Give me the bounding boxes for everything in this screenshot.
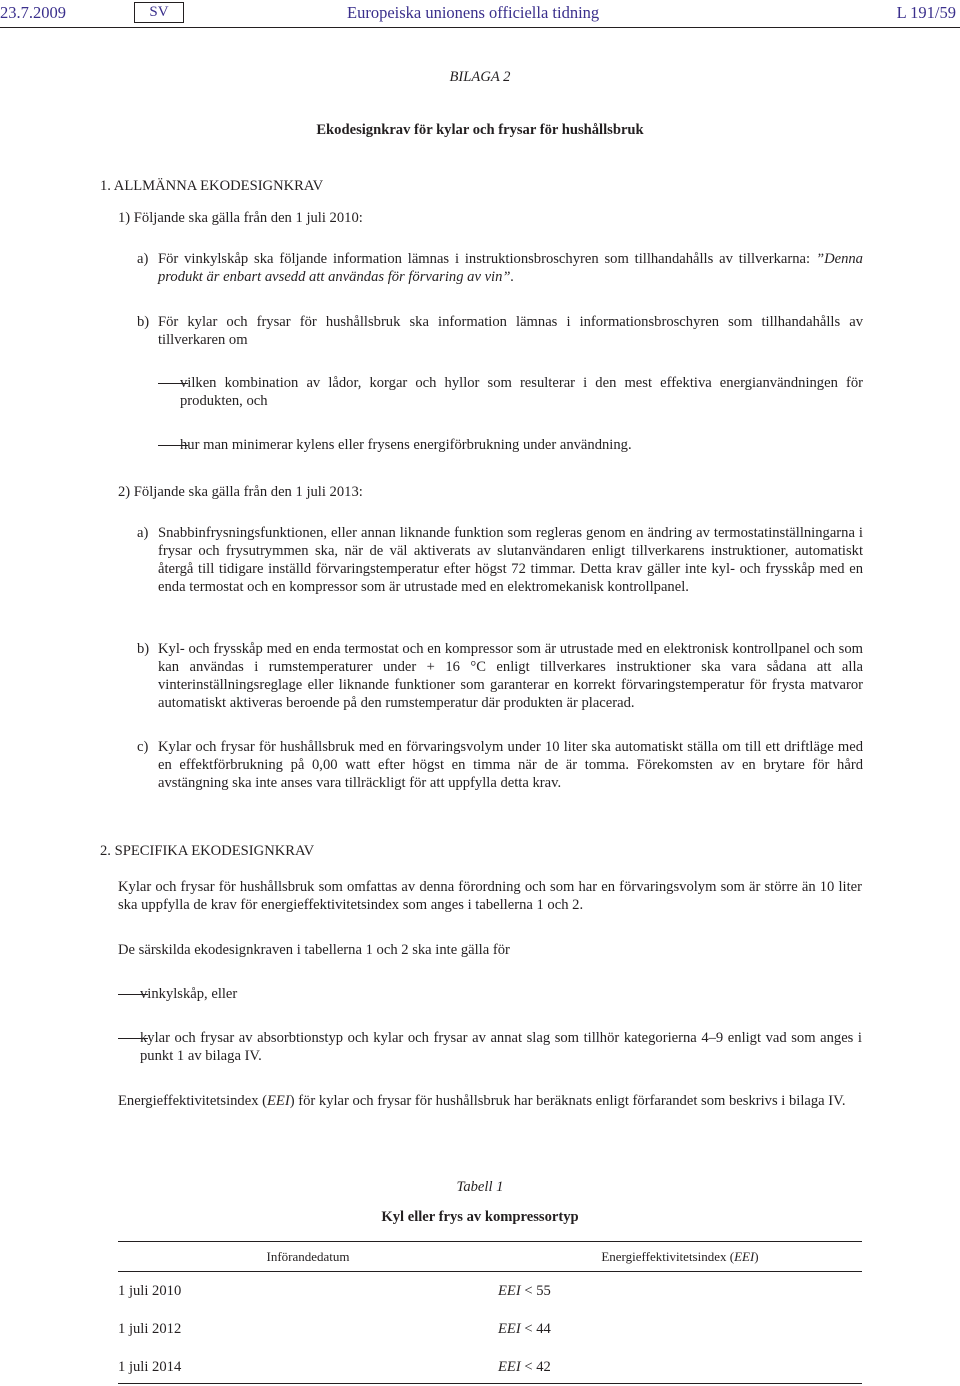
- table-row: [118, 1348, 862, 1386]
- section-2-para-3: [118, 1092, 862, 1110]
- point-1a-text: [158, 250, 863, 286]
- table-cell-date: 1 juli 2014: [118, 1359, 182, 1375]
- eei-value: < 44: [520, 1321, 551, 1337]
- table-1: [118, 1241, 862, 1386]
- page-number: L 191/59: [896, 3, 956, 22]
- journal-title: Europeiska unionens officiella tidning: [347, 3, 600, 22]
- section-1-heading: 1. ALLMÄNNA EKODESIGNKRAV: [100, 178, 324, 194]
- table-1-title: Kyl eller frys av kompressortyp: [381, 1209, 579, 1225]
- section-2-dash-1: vinkylskåp, eller: [140, 986, 238, 1002]
- para-3-start: Energieffektivitetsindex (: [118, 1093, 268, 1109]
- column-header-eei-prefix: Energieffektivitetsindex (: [601, 1248, 735, 1264]
- table-bottom-rule: [118, 1383, 862, 1384]
- table-1-caption: Tabell 1: [456, 1179, 504, 1195]
- table-cell-eei: [498, 1310, 862, 1348]
- point-1a-quote: ”Denna produkt är enbart avsedd att användas för förvaring av vin”.: [158, 251, 863, 285]
- annex-label: BILAGA 2: [449, 69, 511, 85]
- section-2-para-2: De särskilda ekodesignkraven i tabellerna 1 och 2 ska inte gälla för: [118, 942, 510, 958]
- point-1a-marker: a): [137, 251, 149, 267]
- page-header: [0, 2, 960, 26]
- eei-abbr: EEI: [498, 1283, 521, 1299]
- table-header-row: [118, 1242, 862, 1272]
- language-badge: SV: [134, 2, 184, 23]
- eei-abbr: EEI: [498, 1321, 521, 1337]
- eei-value: < 42: [520, 1359, 551, 1375]
- table-cell-eei: [498, 1272, 862, 1311]
- para-3-eei: EEI: [267, 1093, 290, 1109]
- header-date: 23.7.2009: [0, 3, 66, 22]
- column-header-eei-abbr: EEI: [734, 1248, 755, 1264]
- table-row: [118, 1272, 862, 1311]
- point-1b-dash-2: hur man minimerar kylens eller frysens energiförbrukning under användning.: [180, 437, 632, 453]
- table-row: [118, 1310, 862, 1348]
- document-title: Ekodesignkrav för kylar och frysar för hushållsbruk: [316, 122, 644, 138]
- column-header-eei: [498, 1242, 862, 1272]
- section-2-heading: 2. SPECIFIKA EKODESIGNKRAV: [100, 843, 315, 859]
- point-2a-marker: a): [137, 525, 149, 541]
- point-1b-dash-1: vilken kombination av lådor, korgar och hyllor som resulterar i den mest effektiva energianvändningen för produkten, och: [180, 375, 863, 409]
- point-2b-marker: b): [137, 641, 150, 657]
- para-3-end: ) för kylar och frysar för hushållsbruk har beräknats enligt förfarandet som beskrivs i bilaga IV.: [289, 1093, 846, 1109]
- eei-abbr: EEI: [498, 1359, 521, 1375]
- point-1b-text: För kylar och frysar för hushållsbruk ska information lämnas i informationsbroschyren som tillhandahålls av tillverkaren om: [158, 314, 863, 348]
- point-2b-text: Kyl- och frysskåp med en enda termostat och en kompressor som är utrustade med en elektronisk kontrollpanel och som kan användas i rumstemperaturer under + 16 °C enligt tillverkares instruktioner ska vara sådana att alla vinterinställningsreglage eller liknande funktioner som garanterar en korrekt förvaringstemperatur för frysta matvaror automatiskt aktiveras beroende på den rumstemperatur där produkten är placerad.: [158, 641, 863, 711]
- point-1a-body: För vinkylskåp ska följande information lämnas i instruktionsbroschyren som tillhandahålls av tillverkarna:: [158, 251, 811, 267]
- point-1b-marker: b): [137, 314, 150, 330]
- column-header-date: Införandedatum: [118, 1242, 498, 1272]
- point-2c-marker: c): [137, 739, 149, 755]
- eei-value: < 55: [520, 1283, 551, 1299]
- section-2-dash-2: kylar och frysar av absorbtionstyp och kylar och frysar av annat slag som tillhör kategorierna 4–9 enligt vad som anges i punkt 1 av bilaga IV.: [140, 1030, 862, 1064]
- table-cell-eei: [498, 1348, 862, 1386]
- point-2a-text: Snabbinfrysningsfunktionen, eller annan liknande funktion som regleras genom en ändring av termostatinställningarna i frysar och frysutrymmen ska, när de väl aktiverats av slutanvändaren enligt tillverkarens instruktioner, automatiskt återgå till tidigare inställd förvaringstemperatur efter högst 72 timmar. Detta krav gäller inte kyl- och frysskåp med en enda termostat och en kompressor som är utrustade med en elektromekanisk kontrollpanel.: [158, 525, 863, 595]
- point-2c-text: Kylar och frysar för hushållsbruk med en förvaringsvolym under 10 liter ska automatiskt ställa om till ett driftläge med en effektförbrukning på 0,00 watt efter högst en timma när de är tomma. Förekomsten av en brytare för hård avstängning ska inte anses vara tillräckligt för att uppfylla detta krav.: [158, 739, 863, 791]
- point-2-label: 2) Följande ska gälla från den 1 juli 2013:: [118, 484, 363, 500]
- column-header-eei-suffix: ): [754, 1248, 759, 1264]
- table-cell-date: 1 juli 2012: [118, 1321, 182, 1337]
- header-rule: [0, 27, 960, 28]
- point-1-label: 1) Följande ska gälla från den 1 juli 2010:: [118, 210, 363, 226]
- section-2-para-1: Kylar och frysar för hushållsbruk som omfattas av denna förordning och som har en förvaringsvolym som är större än 10 liter ska uppfylla de krav för energieffektivitetsindex som anges i tabellerna 1 och 2.: [118, 879, 862, 913]
- table-cell-date: 1 juli 2010: [118, 1283, 182, 1299]
